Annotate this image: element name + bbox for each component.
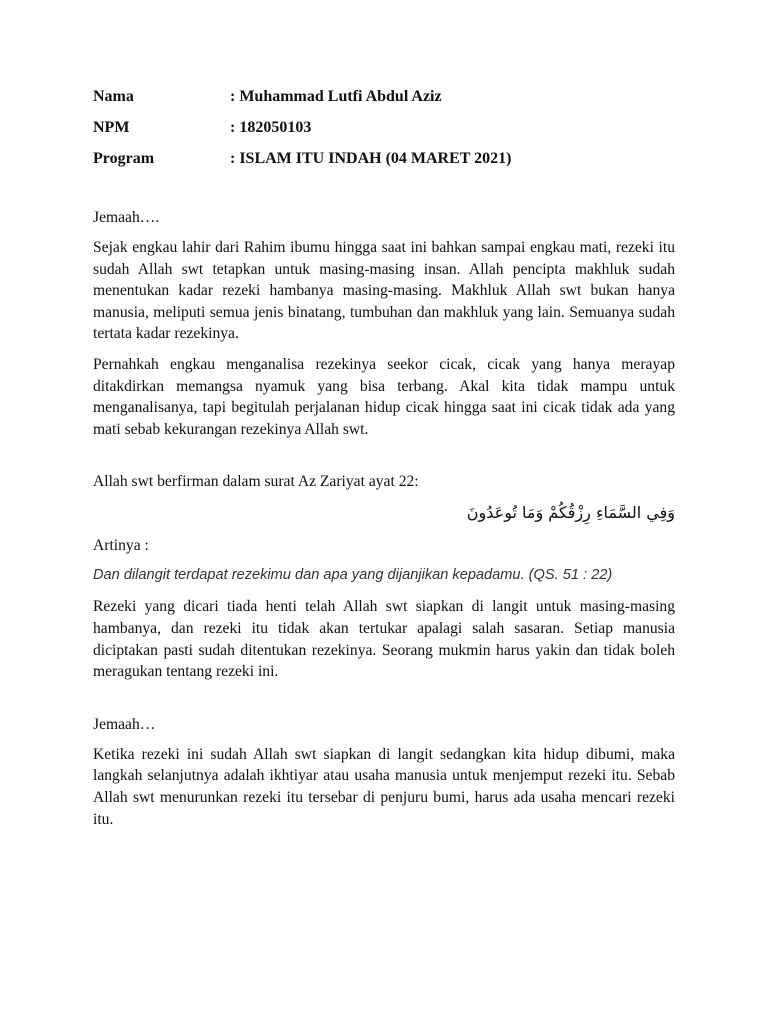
- info-value: : ISLAM ITU INDAH (04 MARET 2021): [230, 150, 512, 167]
- info-row-nama: [93, 86, 675, 108]
- arabic-verse: وَفِي السَّمَاءِ رِزْقُكُمْ وَمَا تُوعَدُونَ: [466, 503, 675, 523]
- paragraph-2: Pernahkah engkau menganalisa rezekinya seekor cicak, cicak yang hanya merayap ditakdirkan memangsa nyamuk yang bisa terbang. Akal kita tidak mampu untuk menganalisanya, tapi begitulah perjalanan hidup cicak hingga saat ini cicak tidak ada yang mati sebab kekurangan rezekinya Allah swt.: [93, 355, 675, 438]
- info-label: NPM: [93, 119, 130, 136]
- document-page: [93, 86, 675, 839]
- info-value: : Muhammad Lutfi Abdul Aziz: [230, 88, 442, 105]
- info-row-npm: [93, 117, 675, 139]
- spacer: [93, 179, 675, 207]
- paragraph-1: Sejak engkau lahir dari Rahim ibumu hingga saat ini bahkan sampai engkau mati, rezeki itu sudah Allah swt tetapkan untuk masing-masing insan. Allah pencipta makhluk sudah menentukan kadar rezeki hambanya masing-masing. Makhluk Allah swt bukan hanya manusia, meliputi semua jenis binatang, tumbuhan dan makhluk yang lain. Semuanya sudah tertata kadar rezekinya.: [93, 239, 675, 343]
- info-label: Nama: [93, 88, 134, 105]
- info-value: : 182050103: [230, 119, 312, 136]
- artinya-label: Artinya :: [93, 537, 149, 555]
- spacer: [93, 449, 675, 471]
- info-label: Program: [93, 150, 155, 167]
- spacer: [93, 692, 675, 714]
- greeting-jemaah-2: Jemaah…: [93, 715, 156, 733]
- paragraph-4: Ketika rezeki ini sudah Allah swt siapkan di langit sedangkan kita hidup dibumi, maka langkah selanjutnya adalah ikhtiyar atau usaha manusia untuk menjemput rezeki itu. Sebab Allah swt menurunkan rezeki itu tersebar di penjuru bumi, harus ada usaha mencari rezeki itu.: [93, 745, 675, 828]
- greeting-jemaah-1: Jemaah….: [93, 209, 160, 226]
- paragraph-3: Rezeki yang dicari tiada henti telah Allah swt siapkan di langit untuk masing-masing hambanya, dan rezeki itu tidak akan tertukar apalagi salah sasaran. Setiap manusia diciptakan pasti sudah ditentukan rezekinya. Seorang mukmin harus yakin dan tidak boleh meragukan tentang rezeki ini.: [93, 598, 675, 681]
- info-row-program: [93, 148, 675, 170]
- verse-translation: Dan dilangit terdapat rezekimu dan apa yang dijanjikan kepadamu. (QS. 51 : 22): [93, 567, 613, 584]
- verse-intro: Allah swt berfirman dalam surat Az Zariyat ayat 22:: [93, 473, 419, 491]
